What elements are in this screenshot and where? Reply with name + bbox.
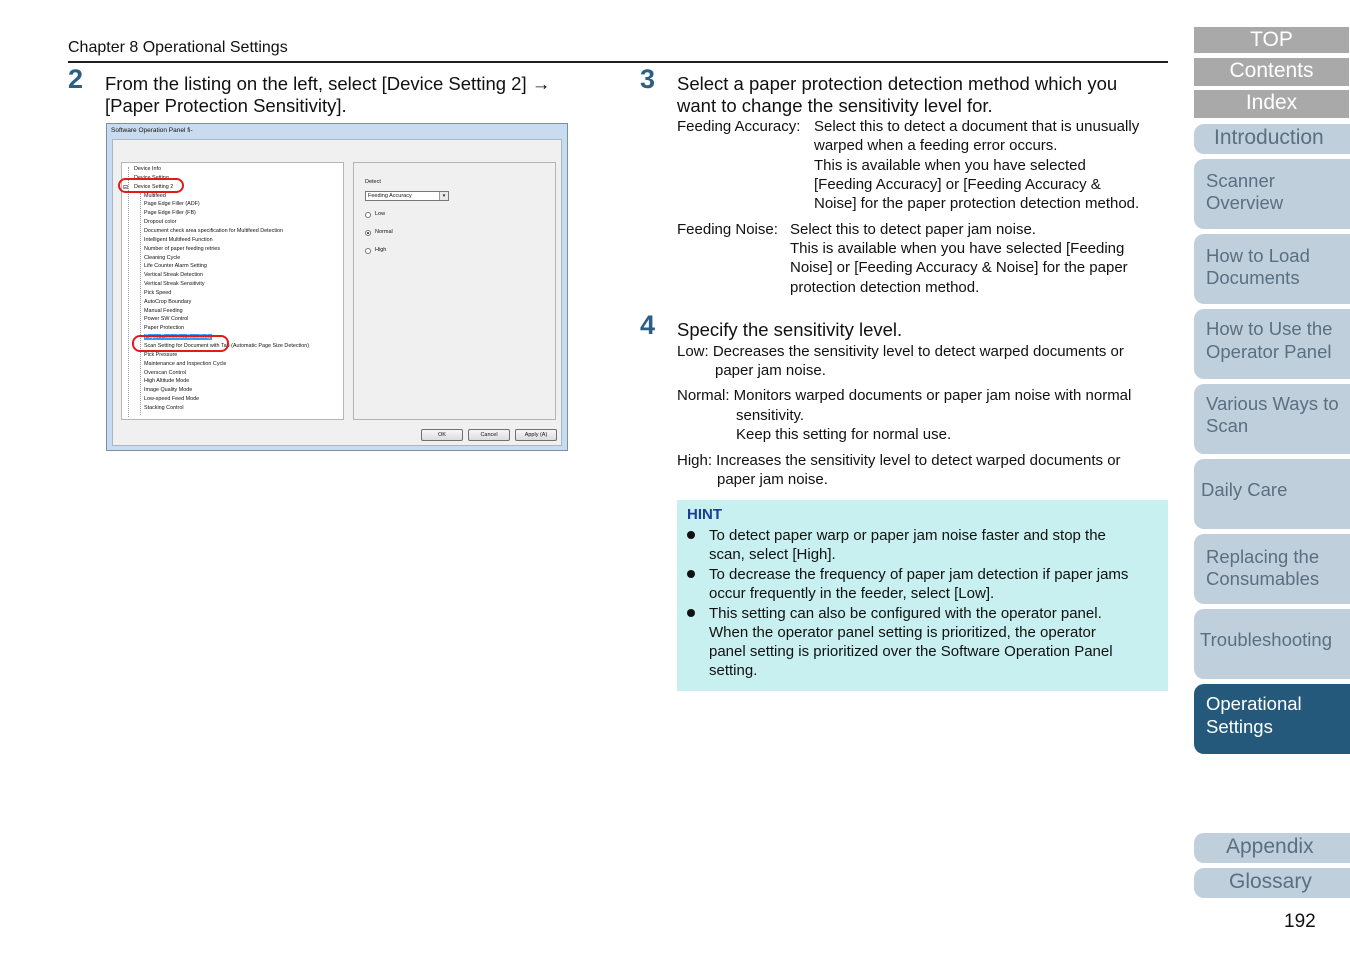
radio-high-label: High: [375, 247, 387, 253]
feeding-noise-text: Select this to detect paper jam noise.: [790, 221, 1036, 238]
chapter-heading: Chapter 8 Operational Settings: [68, 39, 288, 56]
hint-item: To decrease the frequency of paper jam detection if paper jams: [709, 566, 1129, 583]
hint-item: This setting can also be configured with the operator panel.: [709, 605, 1102, 622]
normal-text: Normal: Monitors warped documents or paper jam noise with normal: [677, 387, 1132, 404]
radio-normal: [365, 230, 371, 236]
tree-node: Paper Protection: [144, 325, 185, 332]
tree-node: Multifeed: [144, 192, 166, 199]
normal-text: Keep this setting for normal use.: [736, 426, 952, 443]
tree-node: Device Setting: [134, 174, 169, 181]
hint-item: setting.: [709, 662, 758, 679]
low-text: Low: Decreases the sensitivity level to detect warped documents or: [677, 343, 1124, 360]
tree-node: Scan Setting for Document with Tab (Automatic Page Size Detection): [144, 343, 309, 349]
nav-tab-various-ways-to-scan[interactable]: [1194, 384, 1350, 454]
tree-node: Device Info: [134, 166, 161, 172]
step-3-line1: Select a paper protection detection method which you: [677, 73, 1118, 94]
feeding-accuracy-text: warped when a feeding error occurs.: [814, 137, 1058, 154]
normal-text: sensitivity.: [736, 407, 805, 424]
tree-node: Stacking Control: [144, 404, 184, 411]
nav-tab-label: Documents: [1206, 267, 1300, 288]
highlight-circle-paper-protection-sensitivity: [132, 335, 229, 352]
cancel-button: Cancel: [468, 429, 510, 441]
bullet-icon: [687, 570, 695, 578]
radio-low: [365, 212, 371, 218]
feeding-noise-text: This is available when you have selected [Feeding: [790, 240, 1125, 257]
step-4-title: Specify the sensitivity level.: [677, 319, 903, 340]
collapse-icon: ⊟: [123, 184, 129, 191]
radio-low-label: Low: [375, 211, 386, 217]
tree-node: Cleaning Cycle: [144, 254, 181, 261]
tree-node: Image Quality Mode: [144, 387, 193, 394]
software-operation-panel-screenshot: [106, 123, 568, 451]
step-3-number: 3: [640, 64, 656, 94]
radio-high: [365, 248, 371, 254]
tree-node: Number of paper feeding retries: [144, 245, 221, 252]
tree-node: Paper Protection Sensitivity: [145, 334, 211, 341]
step-3-line2: want to change the sensitivity level for.: [677, 95, 993, 116]
nav-tab-label: Glossary: [1229, 870, 1312, 893]
feeding-noise-text: Noise] or [Feeding Accuracy & Noise] for the paper: [790, 259, 1128, 276]
tree-node: Life Counter Alarm Setting: [144, 263, 207, 270]
nav-tab-replacing-consumables[interactable]: [1194, 534, 1350, 604]
tree-connector: [128, 167, 129, 417]
settings-tree: [121, 162, 344, 420]
nav-tab-glossary[interactable]: [1194, 868, 1350, 898]
hint-box: [677, 500, 1168, 691]
radio-normal-label: Normal: [375, 229, 393, 235]
nav-tab-label: Operator Panel: [1206, 341, 1332, 362]
step-2-line2: [Paper Protection Sensitivity].: [105, 95, 347, 116]
hint-item: When the operator panel setting is prioritized, the operator: [709, 624, 1096, 641]
tree-node: High Altitude Mode: [144, 378, 190, 385]
tree-node: Vertical Streak Detection: [144, 272, 204, 279]
page-number: 192: [1284, 911, 1316, 932]
window-title: Software Operation Panel fi-: [111, 127, 193, 134]
hint-item: scan, select [High].: [709, 546, 836, 563]
nav-tab-label: Replacing the: [1206, 546, 1320, 567]
tree-node: AutoCrop Boundary: [144, 298, 192, 305]
feeding-accuracy-text: Select this to detect a document that is unusually: [814, 118, 1140, 135]
highlight-circle-device-setting-2: [118, 178, 184, 193]
nav-tab-label: Daily Care: [1201, 479, 1288, 500]
tree-node: Overscan Control: [144, 369, 186, 376]
tree-node: Page Edge Filler (FB): [144, 210, 196, 217]
settings-panel: [353, 162, 556, 420]
tree-node: Manual Feeding: [144, 307, 183, 314]
nav-tab-label: Various Ways to: [1206, 393, 1339, 414]
tree-node: Power SW Control: [144, 316, 189, 323]
hint-item: panel setting is prioritized over the Software Operation Panel: [709, 643, 1113, 660]
high-text: High: Increases the sensitivity level to detect warped documents or: [677, 452, 1121, 469]
feeding-noise-label: Feeding Noise:: [677, 221, 778, 238]
hint-title: HINT: [687, 506, 722, 523]
nav-tab-scanner-overview[interactable]: [1194, 159, 1350, 229]
hint-item: To detect paper warp or paper jam noise faster and stop the: [709, 527, 1106, 544]
nav-tab-label: How to Use the: [1206, 318, 1333, 339]
nav-contents-button[interactable]: Contents: [1194, 58, 1349, 86]
nav-tab-label: Introduction: [1214, 126, 1324, 149]
nav-tab-label: Settings: [1206, 716, 1273, 737]
bullet-icon: [687, 609, 695, 617]
step-4-number: 4: [640, 310, 656, 340]
nav-top-button[interactable]: TOP: [1194, 27, 1349, 53]
nav-tab-how-to-use-operator-panel[interactable]: [1194, 309, 1350, 379]
step-2-number: 2: [68, 64, 84, 94]
feeding-accuracy-text: [Feeding Accuracy] or [Feeding Accuracy &: [814, 176, 1101, 193]
step-2-line1: From the listing on the left, select [Device Setting 2] →: [105, 73, 551, 94]
feeding-accuracy-text: This is available when you have selected: [814, 157, 1086, 174]
nav-tab-label: Consumables: [1206, 568, 1320, 589]
detect-label: Detect: [365, 179, 381, 185]
low-text: paper jam noise.: [715, 362, 826, 379]
nav-tab-label: Operational: [1206, 693, 1302, 714]
nav-tab-operational-settings[interactable]: [1194, 684, 1350, 754]
tree-node: Dropout color: [144, 219, 177, 226]
nav-tab-label: Appendix: [1226, 835, 1314, 858]
nav-tab-label: Overview: [1206, 192, 1284, 213]
feeding-noise-text: protection detection method.: [790, 279, 980, 296]
tree-node: Vertical Streak Sensitivity: [144, 281, 205, 288]
ok-button: OK: [421, 429, 463, 441]
detect-dropdown: [365, 191, 449, 201]
detect-value: Feeding Accuracy: [368, 193, 412, 199]
tree-node: Pick Speed: [144, 289, 172, 296]
tree-node: Page Edge Filler (ADF): [144, 201, 200, 208]
nav-tab-how-to-load-documents[interactable]: [1194, 234, 1350, 304]
high-text: paper jam noise.: [717, 471, 828, 488]
apply-button: Apply (A): [515, 429, 557, 441]
nav-index-button[interactable]: Index: [1194, 90, 1349, 118]
nav-tab-troubleshooting[interactable]: [1194, 609, 1350, 679]
bullet-icon: [687, 531, 695, 539]
tree-node: Document check area specification for Multifeed Detection: [144, 227, 284, 234]
feeding-accuracy-label: Feeding Accuracy:: [677, 118, 801, 135]
hint-item: occur frequently in the feeder, select [Low].: [709, 585, 995, 602]
nav-tab-label: Scan: [1206, 415, 1249, 436]
nav-tab-introduction[interactable]: [1194, 124, 1350, 154]
nav-tab-appendix[interactable]: [1194, 833, 1350, 863]
tree-node: Pick Pressure: [144, 351, 178, 358]
tree-node: Device Setting 2: [134, 183, 174, 190]
nav-tab-label: Troubleshooting: [1200, 629, 1332, 650]
tree-node: Maintenance and Inspection Cycle: [144, 360, 227, 367]
header-rule: [68, 61, 1168, 63]
chevron-down-icon: ▾: [439, 192, 448, 200]
feeding-accuracy-text: Noise] for the paper protection detection method.: [814, 195, 1140, 212]
nav-tab-label: How to Load: [1206, 245, 1310, 266]
tree-node: Intelligent Multifeed Function: [144, 236, 213, 243]
tree-node: Low-speed Feed Mode: [144, 396, 200, 403]
nav-tab-label: Scanner: [1206, 170, 1275, 191]
nav-tab-daily-care[interactable]: [1194, 459, 1350, 529]
tree-connector: [140, 193, 141, 415]
